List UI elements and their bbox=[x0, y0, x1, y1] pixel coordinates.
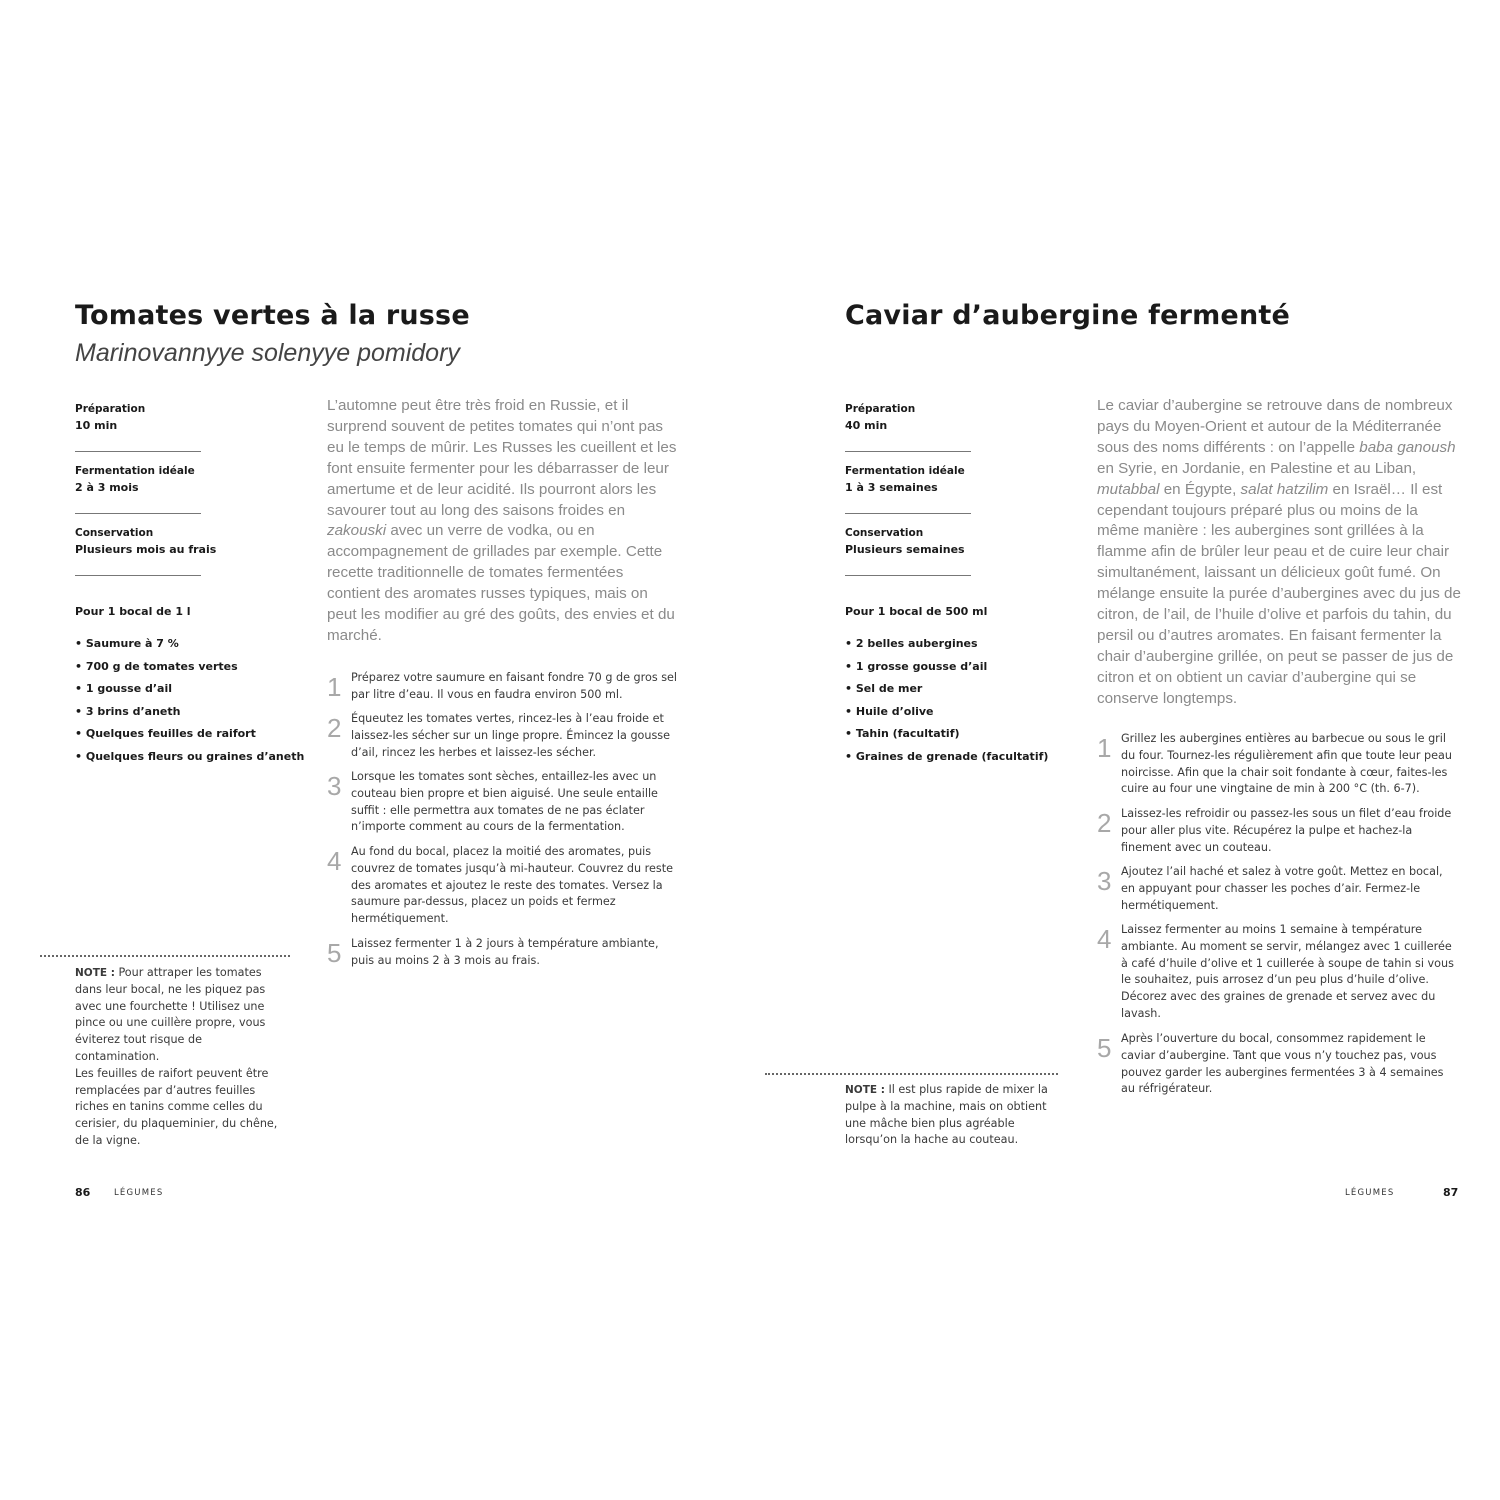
step-number: 1 bbox=[327, 672, 342, 702]
step bbox=[327, 844, 682, 928]
step bbox=[1097, 1031, 1460, 1098]
step-number: 4 bbox=[1097, 924, 1112, 954]
intro-text-right bbox=[1097, 396, 1462, 710]
step-number: 5 bbox=[1097, 1033, 1112, 1063]
ingredient-item: • 3 brins d’aneth bbox=[75, 704, 181, 718]
meta-label: Conservation bbox=[845, 527, 924, 539]
intro-part: en Égypte, bbox=[1159, 480, 1241, 498]
ingredient-item: • 1 gousse d’ail bbox=[75, 682, 173, 696]
intro-emphasis: baba ganoush bbox=[1359, 438, 1456, 456]
intro-part: en Israël… Il est cependant toujours préparé plus ou moins de la même manière : les aubergines sont grillées à la flamme afin de brûler leur peau et de cuire leur chair simultanément, laissant un délicieux goût fumé. On mélange ensuite la purée d’aubergines avec du jus de citron, de l’ail, de l’huile d’olive et parfois du tahin, du persil ou d’autres aromates. En faisant fermenter la chair d’aubergine grillée, on peut se passer de jus de citron et on obtient un caviar d’aubergine qui se conserve longtemps. bbox=[1097, 480, 1461, 707]
step-text: Laissez fermenter au moins 1 semaine à température ambiante. Au moment se servir, mélangez avec 1 cuillerée à café d’huile d’olive et 1 cuillerée à soupe de tahin si vous le souhaitez, puis arrosez d’un peu plus d’huile d’olive. Décorez avec des graines de grenade et servez avec du lavash. bbox=[1121, 923, 1454, 1020]
recipe-title-right: Caviar d’aubergine fermenté bbox=[845, 300, 1290, 331]
meta-value: Plusieurs semaines bbox=[845, 543, 965, 556]
quantity-right: Pour 1 bocal de 500 ml bbox=[845, 605, 988, 618]
page-number-left: 86 bbox=[75, 1186, 91, 1199]
step bbox=[327, 670, 682, 704]
intro-part: en Syrie, en Jordanie, en Palestine et au Liban, bbox=[1097, 459, 1417, 477]
ingredient-item: • Tahin (facultatif) bbox=[845, 727, 960, 741]
step bbox=[327, 711, 682, 761]
recipe-meta-left-3 bbox=[75, 525, 275, 558]
step-text: Au fond du bocal, placez la moitié des aromates, puis couvrez de tomates jusqu’à mi-hauteur. Couvrez du reste des aromates et ajoutez le reste des tomates. Versez la saumure par-dessus, placez un poids et fermez hermétiquement. bbox=[351, 845, 673, 926]
intro-emphasis: zakouski bbox=[327, 522, 387, 540]
ingredient-item: • 1 grosse gousse d’ail bbox=[845, 659, 988, 673]
step-text: Préparez votre saumure en faisant fondre 70 g de gros sel par litre d’eau. Il vous en faudra environ 500 ml. bbox=[351, 671, 678, 701]
note-text-2: Les feuilles de raifort peuvent être remplacées par d’autres feuilles riches en tanins comme celles du cerisier, du plaqueminier, du chêne, de la vigne. bbox=[75, 1066, 278, 1147]
step bbox=[1097, 731, 1460, 798]
ingredient-item: • Sel de mer bbox=[845, 682, 923, 696]
quantity-left: Pour 1 bocal de 1 l bbox=[75, 605, 191, 618]
step-number: 3 bbox=[1097, 866, 1112, 896]
step bbox=[1097, 806, 1460, 856]
intro-emphasis: salat hatzilim bbox=[1240, 480, 1329, 498]
step-number: 3 bbox=[327, 771, 342, 801]
ingredient-item: • 700 g de tomates vertes bbox=[75, 659, 238, 673]
meta-value: Plusieurs mois au frais bbox=[75, 543, 217, 556]
step-number: 2 bbox=[1097, 808, 1112, 838]
ingredient-item: • 2 belles aubergines bbox=[845, 637, 978, 650]
section-label-right: LÉGUMES bbox=[1345, 1188, 1395, 1198]
step-text: Lorsque les tomates sont sèches, entaillez-les avec un couteau bien propre et bien aiguisé. Une seule entaille suffit : elle permettra aux tomates de ne pas éclater n’importe comment au cours de la fermentation. bbox=[351, 770, 658, 834]
recipe-title-left: Tomates vertes à la russe bbox=[75, 300, 470, 331]
step bbox=[1097, 864, 1460, 914]
divider bbox=[75, 513, 201, 514]
step bbox=[327, 936, 682, 970]
step-text: Laissez fermenter 1 à 2 jours à température ambiante, puis au moins 2 à 3 mois au frais. bbox=[351, 937, 659, 967]
section-label-left: LÉGUMES bbox=[114, 1188, 164, 1198]
intro-part: avec un verre de vodka, ou en accompagnement de grillades par exemple. Cette recette traditionnelle de tomates fermentées contient des aromates russes typiques, mais on peut les modifier au gré des goûts, des envies et du marché. bbox=[327, 522, 675, 644]
recipe-subtitle-left: Marinovannyye solenyye pomidory bbox=[75, 339, 460, 367]
note-divider bbox=[765, 1073, 1058, 1075]
ingredient-item: • Quelques fleurs ou graines d’aneth bbox=[75, 749, 305, 763]
note-text: Pour attraper les tomates dans leur bocal, ne les piquez pas avec une fourchette ! Utilisez une pince ou une cuillère propre, vous éviterez tout risque de contamination. bbox=[75, 966, 266, 1063]
divider bbox=[845, 451, 971, 452]
ingredient-item: • Huile d’olive bbox=[845, 704, 934, 718]
step-number: 5 bbox=[327, 938, 342, 968]
note-label: NOTE : bbox=[845, 1084, 885, 1096]
meta-value: 1 à 3 semaines bbox=[845, 481, 938, 494]
divider bbox=[75, 575, 201, 576]
meta-label: Préparation bbox=[75, 403, 146, 415]
recipe-meta-right bbox=[845, 401, 1045, 434]
ingredient-item: • Graines de grenade (facultatif) bbox=[845, 749, 1049, 763]
meta-label: Fermentation idéale bbox=[75, 465, 195, 477]
ingredient-item: • Saumure à 7 % bbox=[75, 637, 179, 650]
meta-value: 40 min bbox=[845, 419, 888, 432]
step-text: Équeutez les tomates vertes, rincez-les à l’eau froide et laissez-les sécher sur un linge propre. Émincez la gousse d’ail, rincez les herbes et laissez-les sécher. bbox=[351, 712, 671, 759]
intro-part: Le caviar d’aubergine se retrouve dans de nombreux pays du Moyen-Orient et autour de la Méditerranée sous des noms différents : on l’appelle bbox=[1097, 397, 1453, 456]
note-divider bbox=[40, 955, 290, 957]
step-number: 1 bbox=[1097, 733, 1112, 763]
ingredient-list-left bbox=[75, 633, 304, 769]
step-text: Ajoutez l’ail haché et salez à votre goût. Mettez en bocal, en appuyant pour chasser les poches d’air. Fermez-le hermétiquement. bbox=[1121, 865, 1443, 912]
step bbox=[1097, 922, 1460, 1023]
step bbox=[327, 769, 682, 836]
meta-label: Préparation bbox=[845, 403, 916, 415]
meta-label: Conservation bbox=[75, 527, 154, 539]
recipe-meta-right-2 bbox=[845, 463, 1045, 496]
intro-part: L’automne peut être très froid en Russie, et il surprend souvent de petites tomates qui n’ont pas eu le temps de mûrir. Les Russes les cueillent et les font ensuite fermenter pour les débarrasser de leur amertume et de leur acidité. Ils pourront alors les savourer tout au long des saisons froides en bbox=[327, 397, 677, 519]
recipe-meta-left bbox=[75, 401, 275, 463]
meta-label: Fermentation idéale bbox=[845, 465, 965, 477]
step-number: 4 bbox=[327, 846, 342, 876]
note-left bbox=[75, 965, 287, 1150]
divider bbox=[845, 513, 971, 514]
meta-value: 10 min bbox=[75, 419, 118, 432]
intro-emphasis: mutabbal bbox=[1097, 480, 1160, 498]
divider bbox=[75, 451, 201, 452]
step-text: Après l’ouverture du bocal, consommez rapidement le caviar d’aubergine. Tant que vous n’y touchez pas, vous pouvez garder les aubergines fermentées 3 à 4 semaines au réfrigérateur. bbox=[1121, 1032, 1444, 1096]
note-right bbox=[845, 1082, 1057, 1149]
step-number: 2 bbox=[327, 713, 342, 743]
step-text: Laissez-les refroidir ou passez-les sous un filet d’eau froide pour aller plus vite. Récupérez la pulpe et hachez-la finement avec un couteau. bbox=[1121, 807, 1452, 854]
step-text: Grillez les aubergines entières au barbecue ou sous le gril du four. Tournez-les régulièrement afin que toute leur peau noircisse. Afin que la chair soit fondante à cœur, faites-les cuire au four une vingtaine de min à 200 °C (th. 6-7). bbox=[1121, 732, 1452, 796]
intro-text-left bbox=[327, 396, 680, 647]
ingredient-list-right bbox=[845, 633, 1048, 769]
note-label: NOTE : bbox=[75, 967, 115, 979]
recipe-meta-left-2 bbox=[75, 463, 275, 496]
page-number-right: 87 bbox=[1443, 1186, 1459, 1199]
ingredient-item: • Quelques feuilles de raifort bbox=[75, 727, 256, 741]
recipe-meta-right-3 bbox=[845, 525, 1045, 558]
divider bbox=[845, 575, 971, 576]
note-text: Il est plus rapide de mixer la pulpe à la machine, mais on obtient une mâche bien plus agréable lorsqu’on la hache au couteau. bbox=[845, 1083, 1048, 1147]
meta-value: 2 à 3 mois bbox=[75, 481, 139, 494]
